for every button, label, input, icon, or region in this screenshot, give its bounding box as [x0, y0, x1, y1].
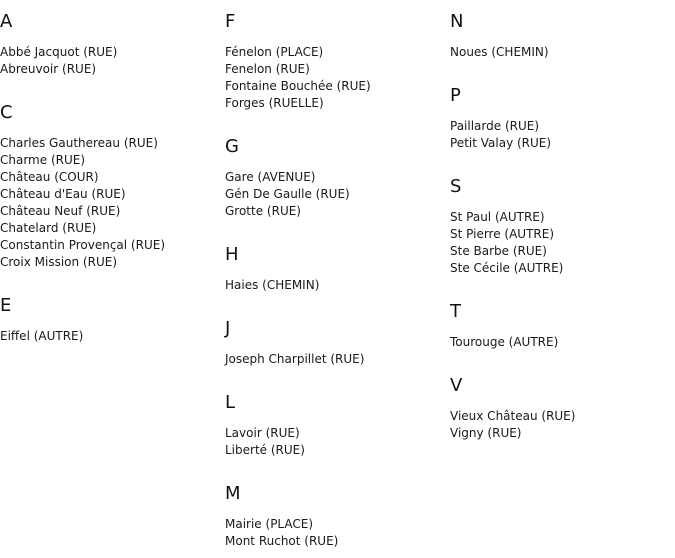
street-link[interactable]: Château (COUR)	[0, 170, 99, 184]
street-link[interactable]: Noues (CHEMIN)	[450, 45, 549, 59]
street-link[interactable]: Charme (RUE)	[0, 153, 86, 167]
street-link[interactable]: St Paul (AUTRE)	[450, 210, 545, 224]
letter-heading-v: V	[450, 375, 463, 396]
street-link[interactable]: Château Neuf (RUE)	[0, 204, 121, 218]
street-link[interactable]: Haies (CHEMIN)	[225, 278, 320, 292]
street-link[interactable]: Paillarde (RUE)	[450, 119, 540, 133]
letter-heading-c: C	[0, 102, 13, 123]
street-link[interactable]: Vieux Château (RUE)	[450, 409, 576, 423]
street-link[interactable]: Vigny (RUE)	[450, 426, 522, 440]
letter-heading-f: F	[225, 11, 236, 32]
street-link[interactable]: Liberté (RUE)	[225, 443, 305, 457]
street-link[interactable]: Lavoir (RUE)	[225, 426, 300, 440]
street-link[interactable]: Abbé Jacquot (RUE)	[0, 45, 118, 59]
letter-heading-t: T	[450, 301, 461, 322]
street-link[interactable]: Gén De Gaulle (RUE)	[225, 187, 350, 201]
letter-heading-g: G	[225, 136, 239, 157]
street-link[interactable]: Chatelard (RUE)	[0, 221, 97, 235]
letter-heading-n: N	[450, 11, 464, 32]
street-link[interactable]: Joseph Charpillet (RUE)	[225, 352, 365, 366]
street-link[interactable]: Grotte (RUE)	[225, 204, 301, 218]
letter-heading-m: M	[225, 483, 241, 504]
letter-heading-l: L	[225, 392, 236, 413]
street-link[interactable]: Fenelon (RUE)	[225, 62, 310, 76]
street-link[interactable]: Ste Cécile (AUTRE)	[450, 261, 564, 275]
street-link[interactable]: Château d'Eau (RUE)	[0, 187, 126, 201]
letter-heading-h: H	[225, 244, 239, 265]
street-link[interactable]: Fénelon (PLACE)	[225, 45, 324, 59]
street-link[interactable]: Gare (AVENUE)	[225, 170, 316, 184]
letter-heading-p: P	[450, 85, 461, 106]
street-link[interactable]: St Pierre (AUTRE)	[450, 227, 555, 241]
letter-heading-j: J	[225, 318, 231, 339]
street-link[interactable]: Eiffel (AUTRE)	[0, 329, 84, 343]
street-link[interactable]: Mairie (PLACE)	[225, 517, 314, 531]
street-link[interactable]: Mont Ruchot (RUE)	[225, 534, 339, 548]
street-link[interactable]: Forges (RUELLE)	[225, 96, 324, 110]
street-link[interactable]: Croix Mission (RUE)	[0, 255, 117, 269]
letter-heading-s: S	[450, 176, 462, 197]
letter-heading-a: A	[0, 11, 13, 32]
street-link[interactable]: Tourouge (AUTRE)	[450, 335, 559, 349]
street-link[interactable]: Ste Barbe (RUE)	[450, 244, 547, 258]
letter-heading-e: E	[0, 295, 12, 316]
street-link[interactable]: Fontaine Bouchée (RUE)	[225, 79, 371, 93]
street-link[interactable]: Petit Valay (RUE)	[450, 136, 552, 150]
street-link[interactable]: Constantin Provençal (RUE)	[0, 238, 165, 252]
street-link[interactable]: Charles Gauthereau (RUE)	[0, 136, 158, 150]
street-link[interactable]: Abreuvoir (RUE)	[0, 62, 97, 76]
